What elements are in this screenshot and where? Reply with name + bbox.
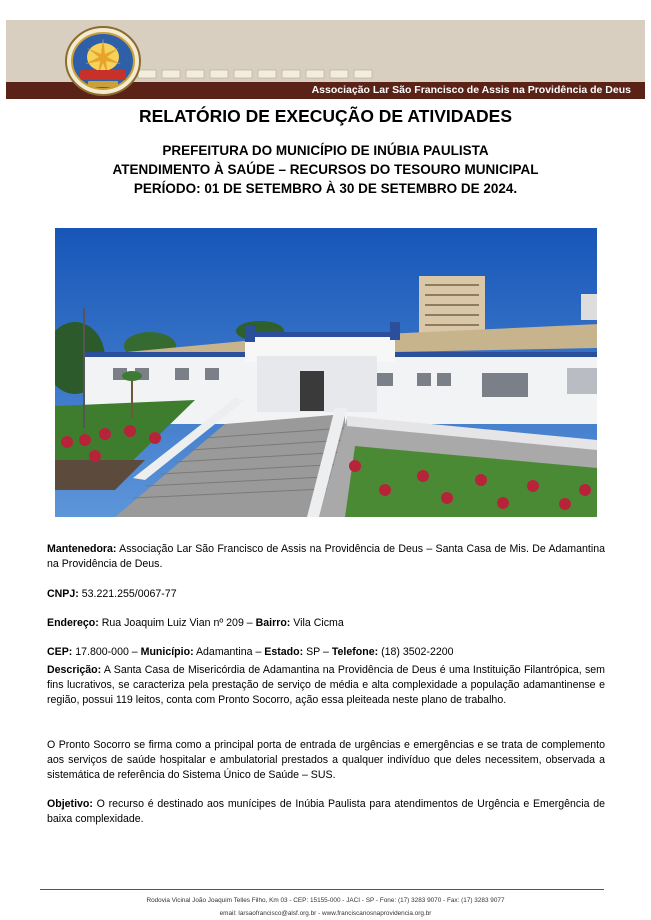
footer-divider [40,889,604,890]
mantenedora-label: Mantenedora: [47,543,117,555]
subtitle-line-3: PERÍODO: 01 DE SETEMBRO À 30 DE SETEMBRO DE 2024. [133,181,518,196]
objetivo-value: O recurso é destinado aos munícipes de Inúbia Paulista para atendimentos de Urgência e Emergência de baixa complexidade. [47,798,605,825]
letterhead [6,20,645,100]
footer-contact: email: larsaofrancisco@alsf.org.br - www.franciscanosnaprovidencia.org.br [219,910,432,917]
endereco-label: Endereço: [47,617,99,629]
cnpj-value: 53.221.255/0067-77 [78,588,177,600]
endereco-field [47,616,605,631]
hospital-building-photo [55,228,597,517]
cnpj-label: CNPJ: [47,588,79,600]
subtitle-line-2: ATENDIMENTO À SAÚDE – RECURSOS DO TESOURO MUNICIPAL [112,162,539,177]
objetivo-field [47,797,605,827]
municipio-label: Município: [140,646,194,658]
footer-address: Rodovia Vicinal João Joaquim Telles Filho, Km 03 - CEP: 15155-000 - JACI - SP - Fone: (17) 3283 9070 - Fax: (17) 3283 9077 [146,897,505,904]
subtitle-line-1: PREFEITURA DO MUNICÍPIO DE INÚBIA PAULISTA [162,143,489,158]
objetivo-label: Objetivo: [47,798,93,810]
estado-label: Estado: [264,646,304,658]
mantenedora-value: Associação Lar São Francisco de Assis na Providência de Deus – Santa Casa de Mis. De Adamantina na Providência de Deus. [47,543,605,570]
organization-name: Associação Lar São Francisco de Assis na Providência de Deus [311,84,631,96]
descricao-label: Descrição: [47,664,102,676]
endereco-value: Rua Joaquim Luiz Vian nº 209 – [98,617,256,629]
report-subtitle [0,141,651,198]
municipio-value: Adamantina – [193,646,265,658]
cep-field [47,645,605,660]
cep-value: 17.800-000 – [72,646,141,658]
seal-logo-icon [64,24,142,98]
descricao-field [47,663,605,708]
pronto-socorro-paragraph: O Pronto Socorro se firma como a principal porta de entrada de urgências e emergências e se trata de complemento aos serviços de saúde hospitalar e ambulatorial prestados a qualquer indivíduo que deles necessitem, observada a sistemática de referência do Sistema Único de Saúde – SUS. [47,739,605,781]
estado-value: SP – [303,646,332,658]
decorative-border-pattern [136,68,386,80]
report-title: RELATÓRIO DE EXECUÇÃO DE ATIVIDADES [138,106,513,126]
bairro-value: Vila Cicma [290,617,344,629]
mantenedora-field [47,542,605,572]
descricao-value: A Santa Casa de Misericórdia de Adamantina na Providência de Deus é uma Instituição Filantrópica, sem fins lucrativos, se caracteriza pela prestação de serviço de média e alta complexidade a população adamantinense e região, possui 119 leitos, conta com Pronto Socorro, ação essa pleiteada neste plano de trabalho. [47,664,605,706]
cnpj-field [47,587,605,602]
telefone-value: (18) 3502-2200 [378,646,454,658]
bairro-label: Bairro: [255,617,291,629]
cep-label: CEP: [47,646,73,658]
telefone-label: Telefone: [331,646,379,658]
